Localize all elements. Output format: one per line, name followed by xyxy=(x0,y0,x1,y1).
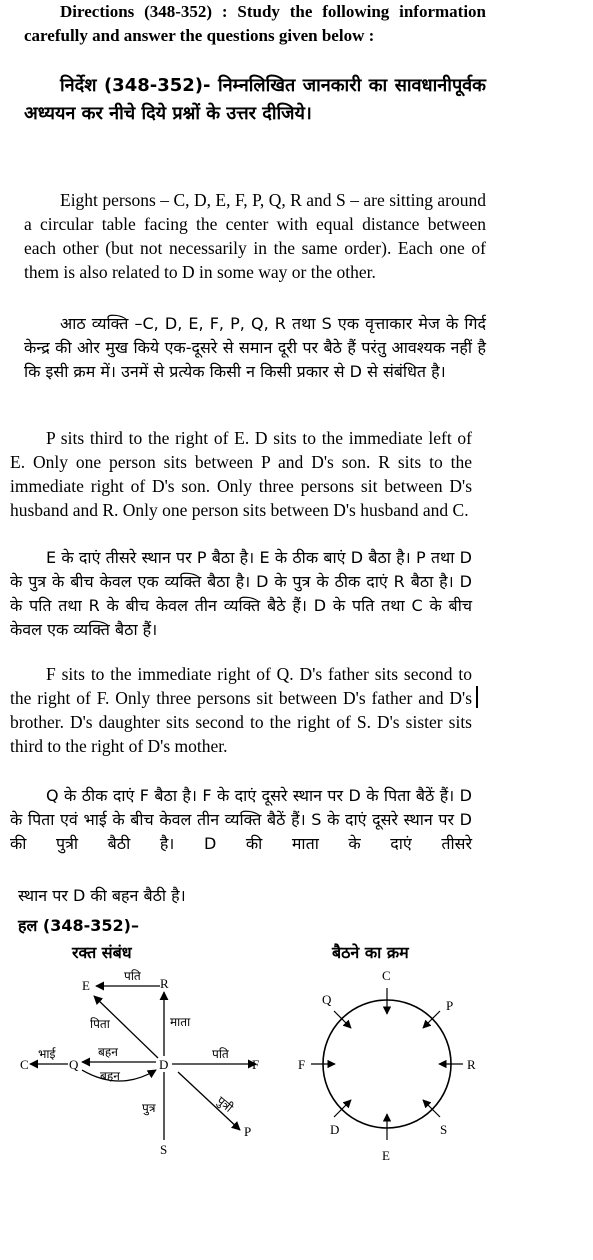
intro-paragraph-hindi: आठ व्यक्ति –C, D, E, F, P, Q, R तथा S एक वृत्ताकार मेज के गिर्द केन्द्र की ओर मुख किये एक-दूसरे से समान दूरी पर बैठे हैं परंतु आवश्यक नहीं है कि इसी क्रम में। उनमें से प्रत्येक किसी न किसी प्रकार से D से संबंधित है। xyxy=(24,314,486,381)
seat-p: P xyxy=(446,998,454,1013)
condition-paragraph-english-2: F sits to the immediate right of Q. D's father sits second to the right of F. Only three persons sit between D's father and D's brother. D's daughter sits second to the right of S. D's sister sits third to the right of D's mother. xyxy=(10,664,472,756)
seat-q: Q xyxy=(322,992,332,1007)
condition-paragraph-hindi-1: E के दाएं तीसरे स्थान पर P बैठा है। E के ठीक बाएं D बैठा है। P तथा D के पुत्र के बीच केवल एक व्यक्ति बैठा है। D के पुत्र के ठीक दाएं R बैठा है। D के पति तथा R के बीच केवल तीन व्यक्ति बैठे हैं। D के पति तथा C के बीच केवल एक व्यक्ति बैठा हैं। xyxy=(10,548,472,639)
directions-hindi: निर्देश (348-352)- निम्नलिखित जानकारी का सावधानीपूर्वक अध्ययन कर नीचे दिये प्रश्नों के उत्तर दीजिये। xyxy=(24,75,486,124)
node-s: S xyxy=(160,1142,168,1157)
node-r: R xyxy=(160,976,169,991)
seat-e: E xyxy=(382,1148,390,1163)
node-p: P xyxy=(244,1124,252,1139)
blood-relation-diagram xyxy=(20,969,259,1157)
edge-label-c-q: भाई xyxy=(38,1047,56,1061)
node-q: Q xyxy=(69,1057,79,1072)
seat-c: C xyxy=(382,968,391,983)
seat-r: R xyxy=(467,1057,476,1072)
edge-label-q-d-top: बहन xyxy=(98,1045,118,1059)
intro-paragraph-english: Eight persons – C, D, E, F, P, Q, R and S – are sitting around a circular table facing the center with equal distance between each other (but not necessarily in the same order). Each one of them is also related to D in some way or the other. xyxy=(24,190,486,282)
seat-d: D xyxy=(330,1122,340,1137)
seat-s: S xyxy=(440,1122,448,1137)
edge-label-d-s: पुत्र xyxy=(142,1101,156,1115)
edge-label-r-d: माता xyxy=(170,1015,191,1029)
node-d: D xyxy=(159,1057,169,1072)
seat-f: F xyxy=(298,1057,306,1072)
directions-english-text: Directions (348-352) : Study the following information carefully and answer the questions given below : xyxy=(24,2,486,45)
node-f: F xyxy=(252,1057,260,1072)
condition-paragraph-hindi-2-end: स्थान पर D की बहन बैठी है। xyxy=(18,886,186,905)
condition-paragraph-english-1: P sits third to the right of E. D sits to the immediate left of E. Only one person sits between P and D's son. R sits to the immediate right of D's son. Only three persons sit between D's husband and R. Only one person sits between D's husband and C. xyxy=(10,428,472,520)
edge-label-e-r: पति xyxy=(124,969,141,983)
node-e: E xyxy=(82,978,90,993)
solution-heading: हल (348-352)– xyxy=(18,916,139,935)
seating-diagram xyxy=(298,968,476,1163)
seating-title: बैठने का क्रम xyxy=(332,943,409,962)
edge-label-e-d: पिता xyxy=(90,1017,110,1031)
edge-label-q-d-bottom: बहन xyxy=(100,1069,120,1083)
node-c: C xyxy=(20,1057,29,1072)
condition-paragraph-hindi-2: Q के ठीक दाएं F बैठा है। F के दाएं दूसरे स्थान पर D के पिता बैठें हैं। D के पिता एवं भाई के बीच केवल तीन व्यक्ति बैठें हैं। S के दाएं दूसरे स्थान पर D की पुत्री बैठी है। D की माता के दाएं तीसरे xyxy=(10,786,472,853)
edge-label-d-p: पुत्री xyxy=(214,1093,236,1115)
edge-label-d-f: पति xyxy=(212,1047,229,1061)
blood-relation-title: रक्त संबंध xyxy=(72,943,132,962)
